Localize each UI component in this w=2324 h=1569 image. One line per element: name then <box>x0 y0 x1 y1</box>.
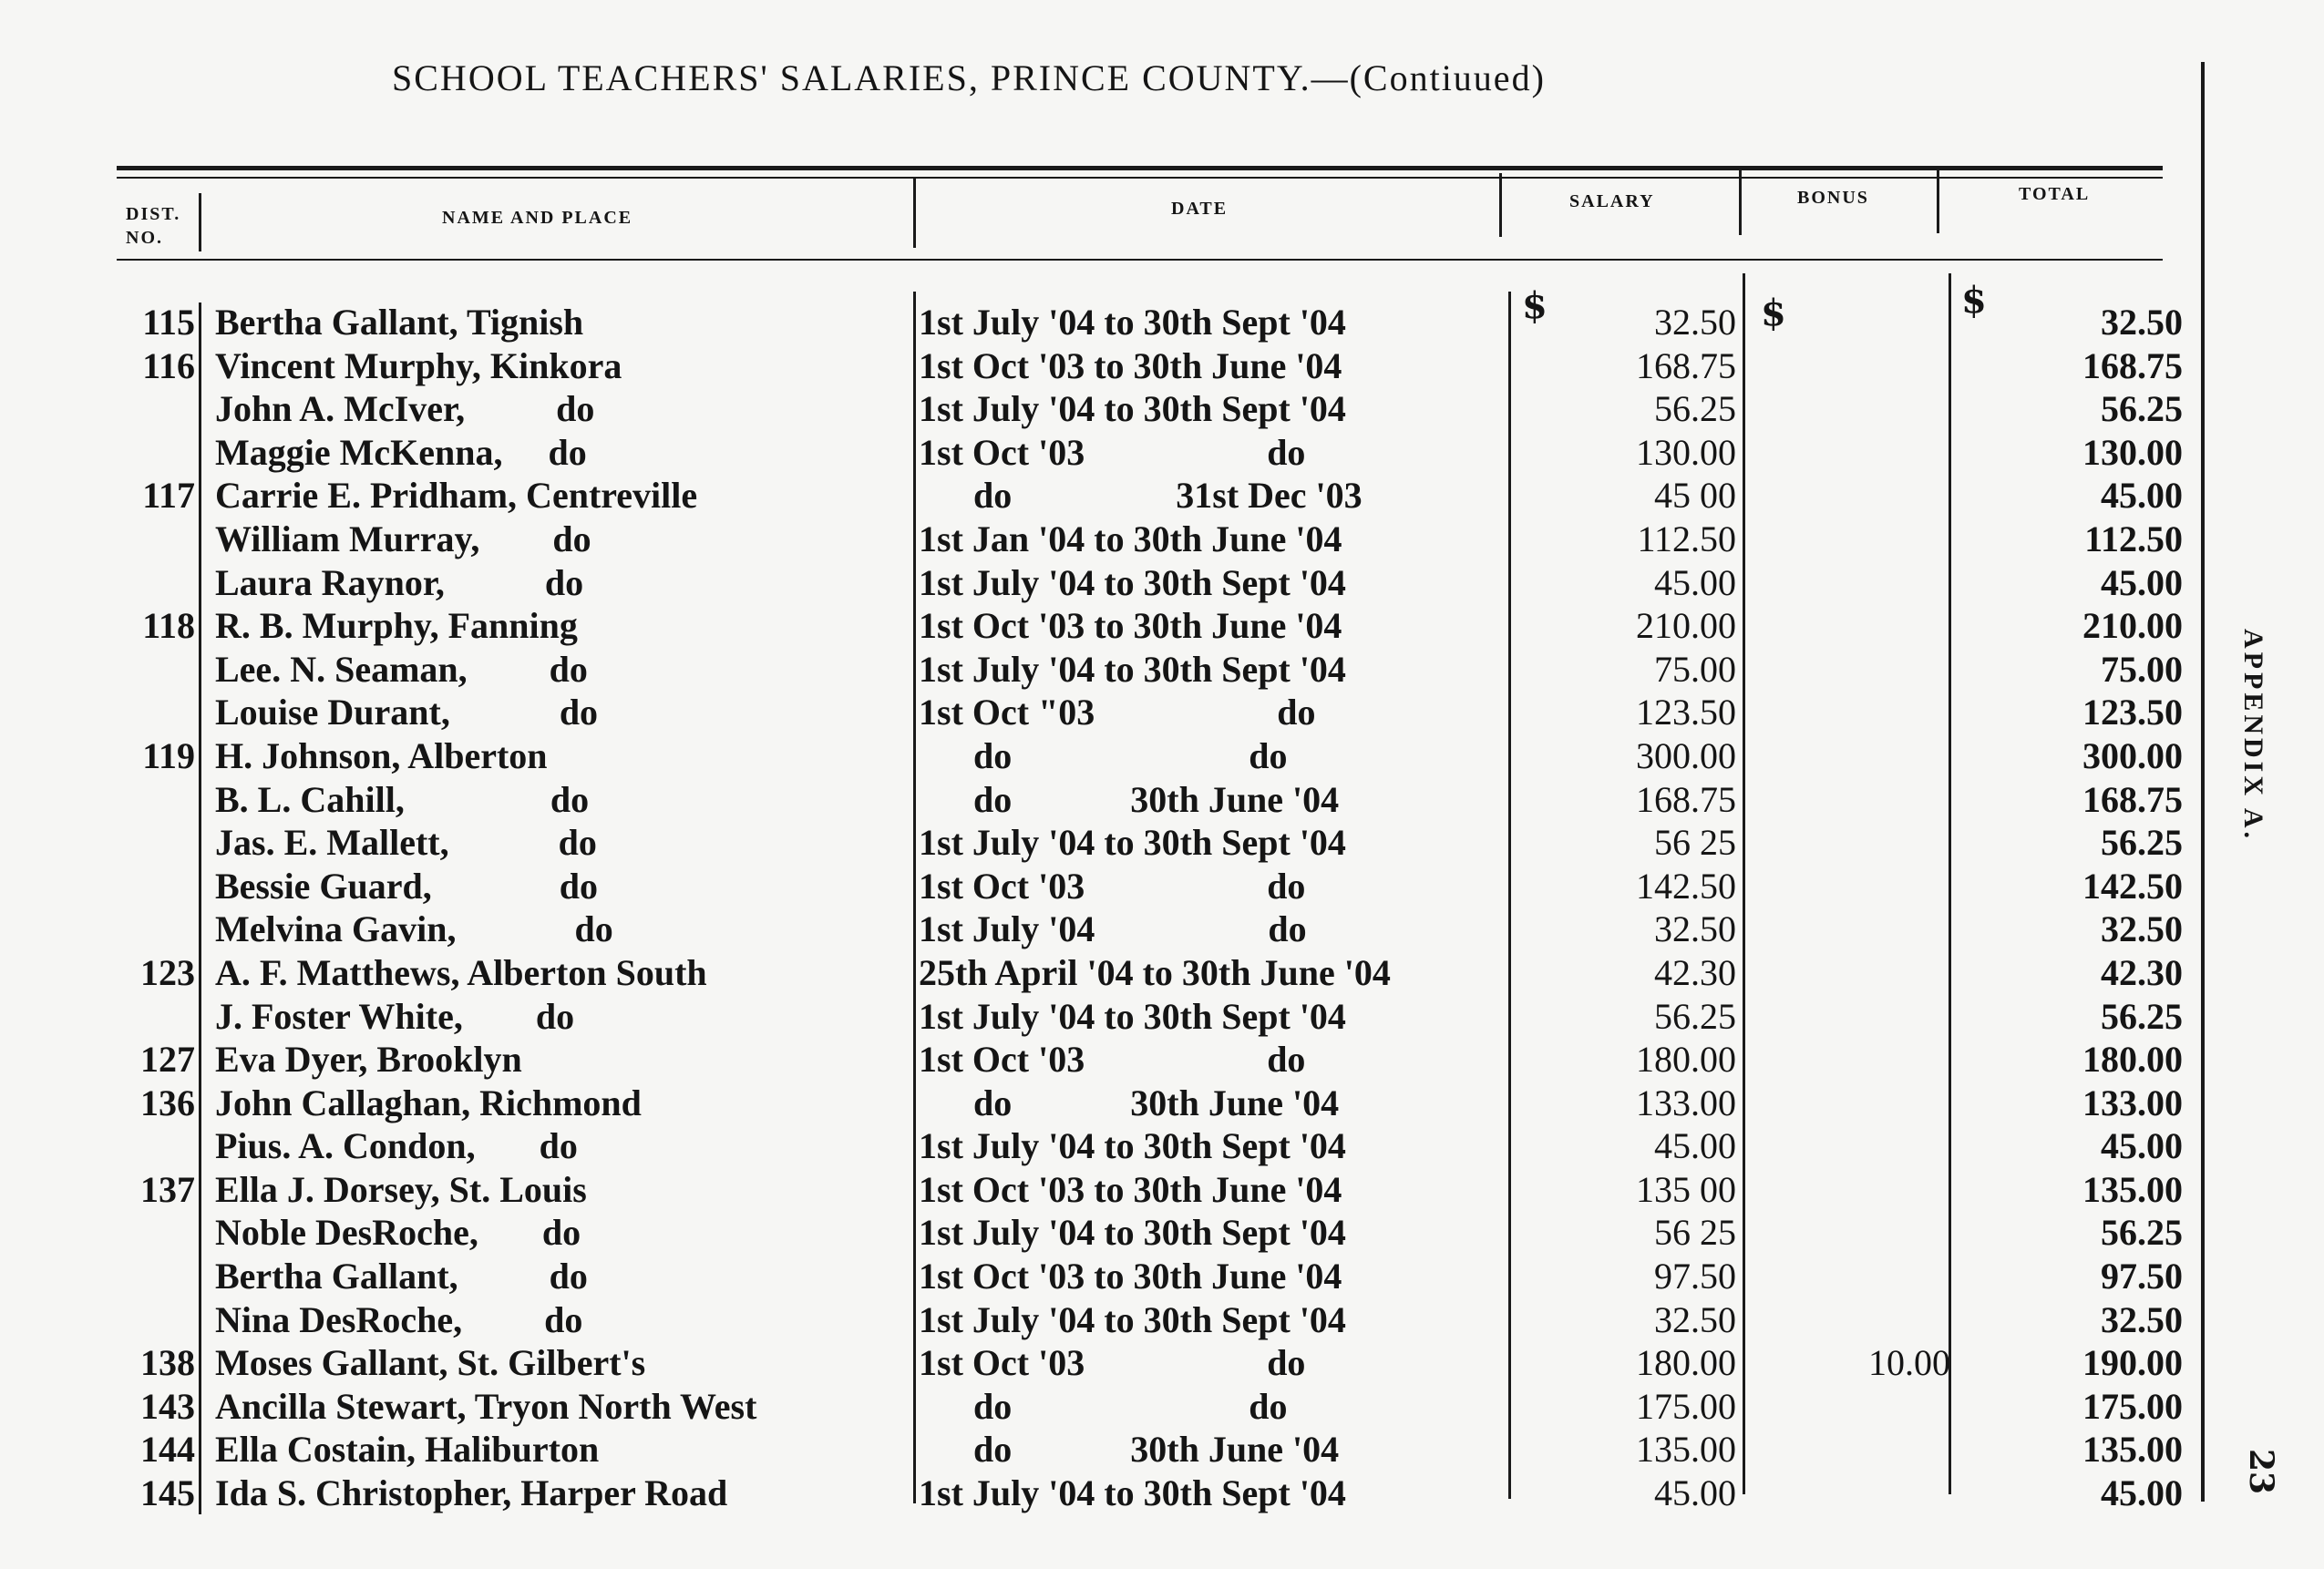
total-cell: 32.50 <box>2101 1298 2183 1340</box>
salary-cell: 168.75 <box>1636 344 1736 386</box>
name-place-cell: H. Johnson, Alberton <box>215 734 548 776</box>
salary-cell: 45.00 <box>1654 1472 1736 1514</box>
salary-cell: 130.00 <box>1636 431 1736 473</box>
table-row <box>0 778 2324 822</box>
total-cell: 135.00 <box>2082 1429 2183 1471</box>
salary-cell: 56 25 <box>1654 822 1736 864</box>
date-cell: 1st July '04 to 30th Sept '04 <box>919 1212 1346 1254</box>
total-cell: 45.00 <box>2101 1125 2183 1167</box>
header-salary: SALARY <box>1569 191 1655 211</box>
salary-cell: 32.50 <box>1654 302 1736 343</box>
salary-cell: 112.50 <box>1637 518 1736 559</box>
top-rule-thin <box>117 177 2163 179</box>
date-cell: 1st Oct "03 do <box>919 692 1316 733</box>
salary-cell: 45.00 <box>1654 1125 1736 1167</box>
table-row <box>0 431 2324 475</box>
date-cell: 1st Oct '03 do <box>919 431 1306 473</box>
dist-no-cell: 119 <box>142 734 195 776</box>
name-place-cell: Melvina Gavin, do <box>215 908 613 950</box>
table-row <box>0 995 2324 1039</box>
date-cell: 1st July '04 to 30th Sept '04 <box>919 1472 1346 1514</box>
salary-cell: 45 00 <box>1654 475 1736 517</box>
name-place-cell: Carrie E. Pridham, Centreville <box>215 475 698 517</box>
salary-cell: 175.00 <box>1636 1385 1736 1427</box>
table-row <box>0 1082 2324 1125</box>
name-place-cell: Vincent Murphy, Kinkora <box>215 344 622 386</box>
date-cell: 1st Oct '03 do <box>919 1342 1306 1384</box>
date-cell: 1st Oct '03 do <box>919 1039 1306 1081</box>
salary-cell: 56.25 <box>1654 995 1736 1037</box>
salary-cell: 180.00 <box>1636 1342 1736 1384</box>
dist-no-cell: 145 <box>140 1472 195 1514</box>
salary-cell: 42.30 <box>1654 951 1736 993</box>
total-cell: 56.25 <box>2101 822 2183 864</box>
name-place-cell: A. F. Matthews, Alberton South <box>215 951 707 993</box>
total-cell: 130.00 <box>2082 431 2183 473</box>
table-row <box>0 1428 2324 1472</box>
table-row <box>0 344 2324 388</box>
salary-cell: 135.00 <box>1636 1429 1736 1471</box>
hdr-sep-5 <box>1937 168 1939 233</box>
table-row <box>0 1255 2324 1298</box>
date-cell: do do <box>919 734 1288 776</box>
total-cell: 300.00 <box>2082 734 2183 776</box>
salary-cell: 133.00 <box>1636 1082 1736 1123</box>
salary-cell: 75.00 <box>1654 648 1736 690</box>
date-cell: do 31st Dec '03 <box>919 475 1363 517</box>
total-cell: 56.25 <box>2101 388 2183 430</box>
header-total: TOTAL <box>2019 184 2091 204</box>
salary-cell: 123.50 <box>1636 692 1736 733</box>
date-cell: do 30th June '04 <box>919 1082 1340 1123</box>
header-bonus: BONUS <box>1797 188 1869 208</box>
total-cell: 142.50 <box>2082 865 2183 907</box>
dist-no-cell: 138 <box>140 1342 195 1384</box>
name-place-cell: Ella Costain, Haliburton <box>215 1429 600 1471</box>
name-place-cell: Eva Dyer, Brooklyn <box>215 1039 522 1081</box>
table-row <box>0 1038 2324 1082</box>
salary-cell: 168.75 <box>1636 778 1736 820</box>
dist-no-cell: 123 <box>140 951 195 993</box>
date-cell: 1st July '04 to 30th Sept '04 <box>919 1298 1346 1340</box>
total-cell: 32.50 <box>2101 302 2183 343</box>
header-dist-line2: NO. <box>126 228 163 248</box>
date-cell: do do <box>919 1385 1288 1427</box>
salary-cell: 45.00 <box>1654 561 1736 603</box>
table-row <box>0 1211 2324 1255</box>
total-cell: 56.25 <box>2101 1212 2183 1254</box>
total-cell: 45.00 <box>2101 561 2183 603</box>
total-cell: 56.25 <box>2101 995 2183 1037</box>
date-cell: 1st Jan '04 to 30th June '04 <box>919 518 1342 559</box>
name-place-cell: John A. McIver, do <box>215 388 595 430</box>
total-cell: 32.50 <box>2101 908 2183 950</box>
salary-dollar-sign: $ <box>1522 284 1548 327</box>
total-cell: 97.50 <box>2101 1256 2183 1297</box>
salary-cell: 300.00 <box>1636 734 1736 776</box>
salary-cell: 56 25 <box>1654 1212 1736 1254</box>
total-cell: 112.50 <box>2084 518 2183 559</box>
table-row <box>0 734 2324 778</box>
table-row <box>0 1168 2324 1212</box>
name-place-cell: Jas. E. Mallett, do <box>215 822 597 864</box>
dist-no-cell: 137 <box>140 1168 195 1210</box>
table-row <box>0 691 2324 734</box>
total-cell: 190.00 <box>2082 1342 2183 1384</box>
salary-cell: 32.50 <box>1654 908 1736 950</box>
salary-cell: 210.00 <box>1636 605 1736 647</box>
header-date: DATE <box>1171 199 1229 219</box>
total-cell: 45.00 <box>2101 475 2183 517</box>
name-place-cell: Pius. A. Condon, do <box>215 1125 578 1167</box>
name-place-cell: Louise Durant, do <box>215 692 599 733</box>
appendix-label: APPENDIX A. <box>2238 629 2268 843</box>
date-cell: 1st Oct '03 to 30th June '04 <box>919 1256 1342 1297</box>
table-row <box>0 908 2324 951</box>
top-rule-thick <box>117 166 2163 170</box>
dist-no-cell: 143 <box>140 1385 195 1427</box>
header-name-and-place: NAME AND PLACE <box>442 208 633 228</box>
table-row <box>0 1341 2324 1385</box>
table-row <box>0 387 2324 431</box>
table-row <box>0 301 2324 344</box>
date-cell: 1st Oct '03 to 30th June '04 <box>919 344 1342 386</box>
total-cell: 75.00 <box>2101 648 2183 690</box>
salary-cell: 180.00 <box>1636 1039 1736 1081</box>
date-cell: do 30th June '04 <box>919 1429 1340 1471</box>
salary-table-body <box>0 301 2324 1515</box>
page-title: SCHOOL TEACHERS' SALARIES, PRINCE COUNTY.—(Contiuued) <box>392 57 1546 98</box>
dist-no-cell: 127 <box>140 1039 195 1081</box>
table-row <box>0 474 2324 518</box>
name-place-cell: Laura Raynor, do <box>215 561 584 603</box>
header-dist-line1: DIST. <box>126 204 181 224</box>
name-place-cell: William Murray, do <box>215 518 591 559</box>
date-cell: 1st Oct '03 to 30th June '04 <box>919 605 1342 647</box>
name-place-cell: Bessie Guard, do <box>215 865 599 907</box>
salary-cell: 32.50 <box>1654 1298 1736 1340</box>
total-cell: 180.00 <box>2082 1039 2183 1081</box>
name-place-cell: Bertha Gallant, do <box>215 1256 588 1297</box>
dist-no-cell: 116 <box>142 344 195 386</box>
bonus-cell: 10.00 <box>1868 1342 1950 1384</box>
date-cell: 25th April '04 to 30th June '04 <box>919 951 1391 993</box>
name-place-cell: B. L. Cahill, do <box>215 778 590 820</box>
salary-cell: 56.25 <box>1654 388 1736 430</box>
dist-no-cell: 118 <box>142 605 195 647</box>
total-cell: 45.00 <box>2101 1472 2183 1514</box>
name-place-cell: John Callaghan, Richmond <box>215 1082 642 1123</box>
bonus-dollar-sign: $ <box>1761 292 1786 334</box>
table-row <box>0 1124 2324 1168</box>
table-row <box>0 1385 2324 1429</box>
date-cell: 1st July '04 do <box>919 908 1307 950</box>
total-cell: 175.00 <box>2082 1385 2183 1427</box>
total-cell: 123.50 <box>2082 692 2183 733</box>
dist-no-cell: 136 <box>140 1082 195 1123</box>
name-place-cell: Moses Gallant, St. Gilbert's <box>215 1342 646 1384</box>
date-cell: 1st Oct '03 to 30th June '04 <box>919 1168 1342 1210</box>
salary-cell: 135 00 <box>1636 1168 1736 1210</box>
header-dist-no <box>126 202 180 250</box>
total-cell: 210.00 <box>2082 605 2183 647</box>
hdr-sep-3 <box>1499 173 1502 237</box>
date-cell: 1st July '04 to 30th Sept '04 <box>919 388 1346 430</box>
name-place-cell: Ida S. Christopher, Harper Road <box>215 1472 728 1514</box>
date-cell: 1st July '04 to 30th Sept '04 <box>919 995 1346 1037</box>
name-place-cell: Lee. N. Seaman, do <box>215 648 588 690</box>
name-place-cell: Ancilla Stewart, Tryon North West <box>215 1385 757 1427</box>
date-cell: 1st July '04 to 30th Sept '04 <box>919 648 1346 690</box>
total-cell: 168.75 <box>2082 778 2183 820</box>
name-place-cell: Noble DesRoche, do <box>215 1212 581 1254</box>
dist-no-cell: 144 <box>140 1429 195 1471</box>
date-cell: 1st July '04 to 30th Sept '04 <box>919 561 1346 603</box>
total-cell: 133.00 <box>2082 1082 2183 1123</box>
date-cell: do 30th June '04 <box>919 778 1340 820</box>
name-place-cell: Bertha Gallant, Tignish <box>215 302 584 343</box>
table-row <box>0 518 2324 561</box>
total-cell: 135.00 <box>2082 1168 2183 1210</box>
name-place-cell: Nina DesRoche, do <box>215 1298 583 1340</box>
table-row <box>0 1472 2324 1515</box>
salary-cell: 97.50 <box>1654 1256 1736 1297</box>
dist-no-cell: 115 <box>142 302 195 343</box>
date-cell: 1st Oct '03 do <box>919 865 1306 907</box>
table-row <box>0 648 2324 692</box>
page-number: 23 <box>2242 1449 2280 1495</box>
table-row <box>0 865 2324 908</box>
table-row <box>0 561 2324 605</box>
header-rule <box>117 259 2163 261</box>
table-row <box>0 604 2324 648</box>
date-cell: 1st July '04 to 30th Sept '04 <box>919 302 1346 343</box>
table-row <box>0 821 2324 865</box>
table-row <box>0 1298 2324 1342</box>
hdr-sep-1 <box>199 193 201 251</box>
name-place-cell: R. B. Murphy, Fanning <box>215 605 578 647</box>
salary-cell: 142.50 <box>1636 865 1736 907</box>
total-cell: 168.75 <box>2082 344 2183 386</box>
date-cell: 1st July '04 to 30th Sept '04 <box>919 822 1346 864</box>
total-cell: 42.30 <box>2101 951 2183 993</box>
dist-no-cell: 117 <box>142 475 195 517</box>
table-row <box>0 951 2324 995</box>
hdr-sep-2 <box>913 179 916 248</box>
date-cell: 1st July '04 to 30th Sept '04 <box>919 1125 1346 1167</box>
total-dollar-sign: $ <box>1961 279 1987 322</box>
name-place-cell: Maggie McKenna, do <box>215 431 587 473</box>
name-place-cell: J. Foster White, do <box>215 995 575 1037</box>
name-place-cell: Ella J. Dorsey, St. Louis <box>215 1168 587 1210</box>
hdr-sep-4 <box>1739 169 1742 235</box>
